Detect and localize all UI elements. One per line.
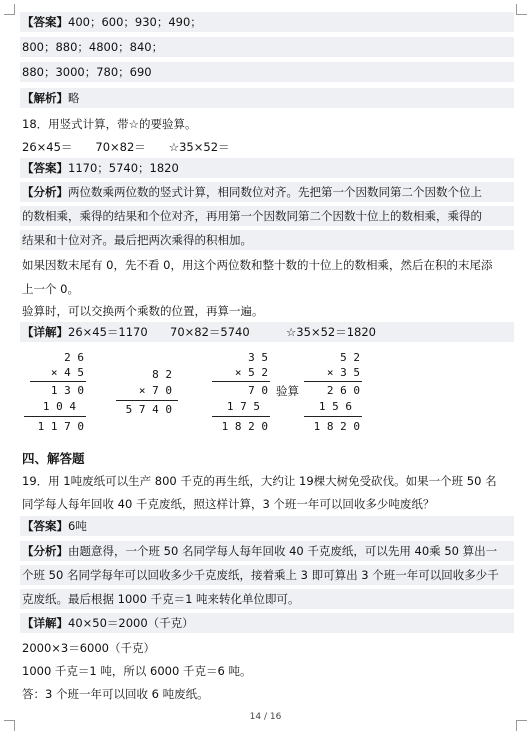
v1-partial1: 1 3 0 (50, 384, 84, 397)
v3-partial1: 7 0 (248, 384, 268, 397)
v4-partial2: 1 5 6 (318, 400, 352, 413)
v3-rule1 (212, 381, 270, 382)
analysis-text: 两位数乘两位数的竖式计算，相同数位对齐。先把第一个因数同第二个因数个位上 (68, 185, 482, 199)
v3-partial2: 1 7 5 (226, 400, 260, 413)
answer-tag: 【答案】 (22, 15, 68, 29)
v4-result: 1 8 2 0 (313, 420, 360, 433)
q18-rule-line1: 如果因数末尾有 0，先不看 0，用这个两位数和整十数的十位上的数相乘，然后在积的末尾添 (22, 258, 493, 272)
detail-b: 70×82＝5740 (170, 325, 250, 339)
detail-text: 40×50＝2000（千克） (68, 616, 194, 630)
q19-question-line2: 同学每人每年回收 40 千克废纸，照这样计算，3 个班一年可以回收多少吨废纸？ (22, 497, 435, 511)
detail-text: 26×45＝1170 (68, 325, 148, 339)
crop-mark-top-right (516, 4, 527, 15)
q19-analysis-line1 (20, 541, 514, 561)
q19-detail-line3: 1000 千克＝1 吨，所以 6000 千克＝6 吨。 (22, 664, 252, 678)
answer-tag: 【答案】 (22, 161, 68, 175)
q18-problems: 26×45＝ 70×82＝ ☆35×52＝ (22, 140, 230, 154)
verify-label: 验算 (276, 384, 299, 398)
v3-result: 1 8 2 0 (221, 420, 268, 433)
detail-c: ☆35×52＝1820 (286, 325, 376, 339)
section-title: 四、解答题 (22, 451, 85, 466)
page-number: 14 / 16 (249, 712, 282, 722)
q19-answer-line (20, 516, 514, 536)
q18-check-text: 验算时，可以交换两个乘数的位置，再算一遍。 (22, 304, 264, 318)
q17-answer-line3: 880；3000；780；690 (20, 62, 514, 82)
q18-title: 18．用竖式计算，带☆的要验算。 (22, 117, 197, 131)
v3-multiplicand: 3 5 (248, 351, 268, 364)
v3-multiplier: × 5 2 (234, 366, 268, 379)
answer-text: 400；600；930；490； (68, 15, 202, 29)
q19-detail-line2: 2000×3＝6000（千克） (22, 641, 155, 655)
detail-tag: 【详解】 (22, 325, 68, 339)
q18-rule-line2: 上一个 0。 (22, 282, 79, 296)
q18-answer-line (20, 158, 514, 178)
v4-partial1: 2 6 0 (326, 384, 360, 397)
answer-tag: 【答案】 (22, 519, 68, 533)
v1-multiplicand: 2 6 (64, 351, 84, 364)
q17-analysis-line (20, 88, 514, 108)
analysis-tag: 【分析】 (22, 185, 68, 199)
q17-answer-line1 (20, 12, 514, 32)
q17-answer-line2: 800；880；4800；840； (20, 37, 514, 57)
v1-multiplier: × 4 5 (50, 366, 84, 379)
q19-question-line1: 19．用 1吨废纸可以生产 800 千克的再生纸，大约让 19棵大树免受砍伐。如果一个班 50 名 (22, 474, 497, 488)
q19-final-answer: 答：3 个班一年可以回收 6 吨废纸。 (22, 687, 209, 701)
v1-rule1 (30, 381, 86, 382)
q18-detail-line (20, 322, 514, 342)
analysis-tag: 【分析】 (22, 544, 68, 558)
crop-mark-top-left (4, 4, 15, 15)
analysis-text: 略 (68, 91, 80, 105)
answer-text: 6吨 (68, 519, 87, 533)
v3-rule2 (212, 416, 270, 417)
v4-rule1 (304, 381, 362, 382)
q19-analysis-line3: 克废纸。最后根据 1000 千克＝1 吨来转化单位即可。 (20, 589, 514, 609)
v2-multiplier: × 7 0 (138, 384, 172, 397)
v4-multiplicand: 5 2 (340, 351, 360, 364)
answer-text: 1170；5740；1820 (68, 161, 179, 175)
v1-rule2 (24, 416, 86, 417)
analysis-tag: 【解析】 (22, 91, 68, 105)
q18-analysis-line2: 的数相乘，乘得的结果和个位对齐，再用第一个因数同第二个因数十位上的数相乘，乘得的 (20, 206, 514, 226)
v4-rule2 (304, 416, 362, 417)
v2-result: 5 7 4 0 (125, 403, 172, 416)
q19-detail-line (20, 613, 514, 633)
q19-analysis-line2: 个班 50 名同学每年可以回收多少千克废纸，接着乘上 3 即可算出 3 个班一年可以回收多少千 (20, 565, 514, 585)
analysis-text: 由题意得，一个班 50 名同学每人每年回收 40 千克废纸，可以先用 40乘 50 算出一 (68, 544, 498, 558)
v2-multiplicand: 8 2 (152, 368, 172, 381)
v2-rule (116, 400, 178, 401)
v1-partial2: 1 0 4 (42, 400, 76, 413)
q18-analysis-line3: 结果和十位对齐。最后把两次乘得的积相加。 (20, 230, 514, 250)
v4-multiplier: × 3 5 (326, 366, 360, 379)
detail-tag: 【详解】 (22, 616, 68, 630)
q18-analysis-line1 (20, 182, 514, 202)
v1-result: 1 1 7 0 (37, 420, 84, 433)
